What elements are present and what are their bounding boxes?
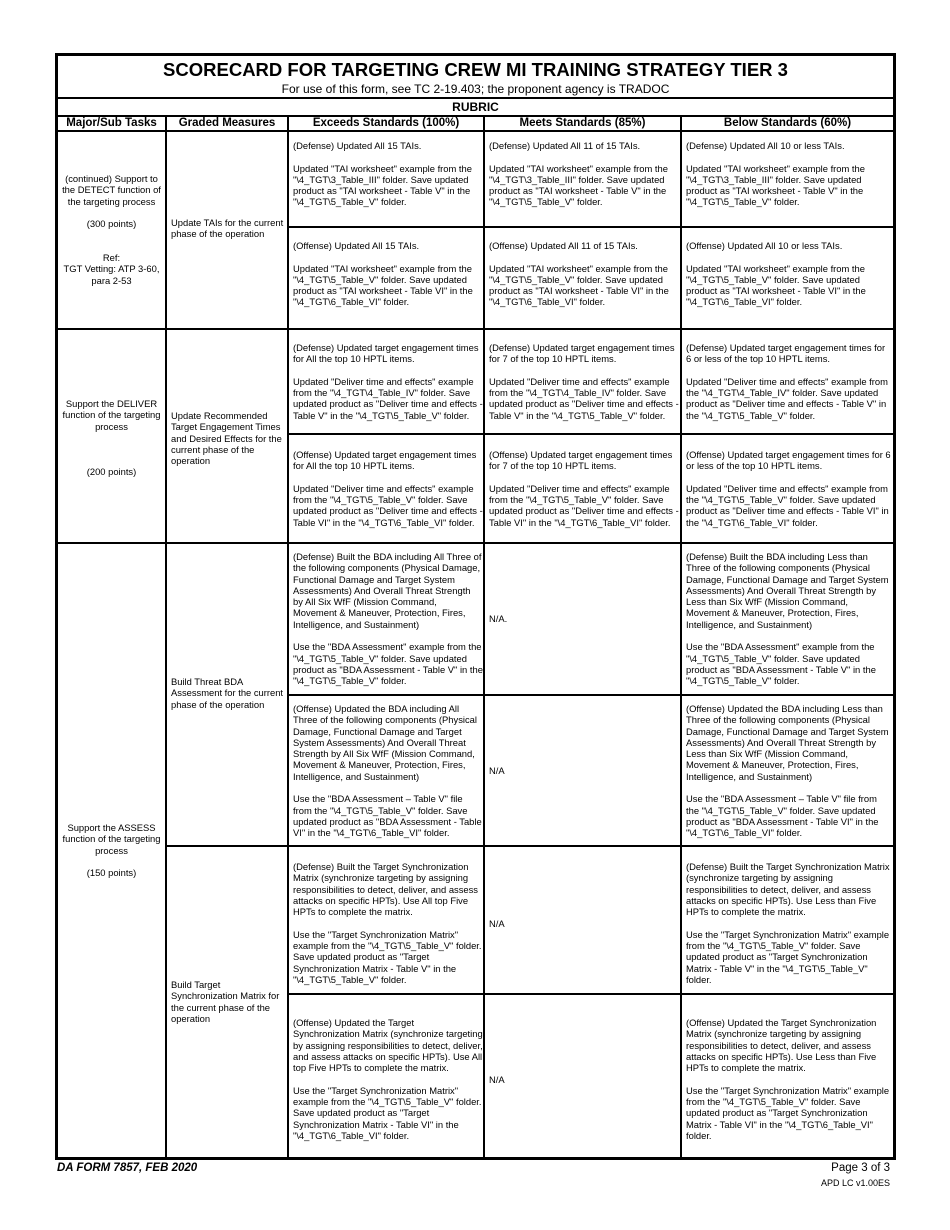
bda-defense-exceeds: (Defense) Built the BDA including All Three of the following components (Physical Damage, Functional Damage and Target System Assessments) And Overall Threat Strength by All Six WfF (Mission Command, Movement & Maneuver, Protection, Fires, Intelligence, and Sustainment) Use the "BDA Assessment" example from the "\4_TGT\5_Table_V" folder. Save updated product as "BDA Assessment - Table V" in the "\4_TGT\5_Table_V" folder. bbox=[293, 551, 483, 687]
page-number: Page 3 of 3 bbox=[831, 1162, 890, 1174]
scorecard-form bbox=[55, 53, 896, 1160]
task-detect: (continued) Support to the DETECT function of the targeting process (300 points) Ref: TGT Vetting: ATP 3-60, para 2-53 bbox=[62, 173, 161, 286]
deliver-defense-meets: (Defense) Updated target engagement times for 7 of the top 10 HPTL items. Updated "Deliver time and effects" example from the "\4_TGT\4_Table_IV" folder. Save updated product as "Deliver time and effects - Table V" in the "\4_TGT\5_Table_V" folder. bbox=[489, 342, 679, 421]
bda-split-line bbox=[287, 694, 893, 696]
detect-offense-exceeds: (Offense) Updated All 15 TAIs. Updated "TAI worksheet" example from the "\4_TGT\5_Table_V" folder. Save updated product as "TAI worksheet - Table VI" in the "\4_TGT\6_Table_VI" folder. bbox=[293, 240, 473, 308]
deliver-defense-below: (Defense) Updated target engagement times for 6 or less of the top 10 HPTL items. Updated "Deliver time and effects" example from the "\4_TGT\4_Table_IV" folder. Save updated product as "Deliver time and effects - Table V" in the "\4_TGT\5_Table_V" folder. bbox=[686, 342, 888, 421]
form-subtitle: For use of this form, see TC 2-19.403; the proponent agency is TRADOC bbox=[281, 82, 670, 96]
sync-defense-below: (Defense) Built the Target Synchronization Matrix (synchronize targeting by assigning responsibilities to detect, deliver, and assess attacks on specific HPTs). Use Less than Five HPTs to complete the matrix. Use the "Target Synchronization Matrix" example from the "\4_TGT\5_Table_V" folder. Save updated product as "Target Synchronization Matrix - Table V" in the "\4_TGT\5_Table_V" folder. bbox=[686, 861, 890, 985]
task-deliver: Support the DELIVER function of the targeting process (200 points) bbox=[62, 398, 161, 477]
form-title: SCORECARD FOR TARGETING CREW MI TRAINING STRATEGY TIER 3 bbox=[163, 59, 788, 80]
sync-split-line bbox=[287, 993, 893, 995]
detect-bottom-line bbox=[58, 328, 893, 330]
sync-offense-meets: N/A bbox=[489, 1074, 505, 1085]
header-exceeds-standards: Exceeds Standards (100%) bbox=[312, 117, 460, 129]
sync-offense-exceeds: (Offense) Updated the Target Synchronization Matrix (synchronize targeting by assigning responsibilities to detect, deliver, and assess attacks on specific HPTs). Use All top Five HPTs to complete the matrix. Use the "Target Synchronization Matrix" example from the "\4_TGT\5_Table_V" folder. Save updated product as "Target Synchronization Matrix - Table VI" in the "\4_TGT\6_Table_VI" folder. bbox=[293, 1017, 483, 1141]
bda-offense-exceeds: (Offense) Updated the BDA including All Three of the following components (Physical Damage, Functional Damage and Target System Assessments) And Overall Threat Strength by All Six WfF (Mission Command, Movement & Maneuver, Protection, Fires, Intelligence, and Sustainment) Use the "BDA Assessment – Table V" file from the "\4_TGT\5_Table_V" folder. Save updated product as "BDA Assessment - Table VI" in the "\4_TGT\6_Table_VI" folder. bbox=[293, 703, 482, 839]
detect-split-line bbox=[287, 226, 893, 228]
measure-update-tais: Update TAIs for the current phase of the operation bbox=[171, 217, 284, 240]
col-divider-4 bbox=[680, 115, 682, 1160]
header-major-sub-tasks: Major/Sub Tasks bbox=[66, 117, 157, 129]
deliver-bottom-line bbox=[58, 542, 893, 544]
form-id: DA FORM 7857, FEB 2020 bbox=[57, 1162, 198, 1174]
task-assess: Support the ASSESS function of the targeting process (150 points) bbox=[62, 822, 161, 879]
header-below-standards: Below Standards (60%) bbox=[723, 117, 852, 129]
detect-defense-below: (Defense) Updated All 10 or less TAIs. Updated "TAI worksheet" example from the "\4_TGT\3_Table_III" folder. Save updated product as "TAI worksheet - Table V" in the "\4_TGT\5_Table_V" folder. bbox=[686, 140, 865, 208]
deliver-offense-below: (Offense) Updated target engagement times for 6 or less of the top 10 HPTL items. Updated "Deliver time and effects" example from the "\4_TGT\5_Table_V" folder. Save updated product as "Deliver time and effects - Table VI" in the "\4_TGT\6_Table_VI" folder. bbox=[686, 449, 891, 528]
deliver-defense-exceeds: (Defense) Updated target engagement times for All the top 10 HPTL items. Updated "Deliver time and effects" example from the "\4_TGT\4_Table_IV" folder. Save updated product as "Deliver time and effects - Table V" in the "\4_TGT\5_Table_V" folder. bbox=[293, 342, 483, 421]
detect-offense-meets: (Offense) Updated All 11 of 15 TAIs. Updated "TAI worksheet" example from the "\4_TGT\5_Table_V" folder. Save updated product as "TAI worksheet - Table VI" in the "\4_TGT\6_Table_VI" folder. bbox=[489, 240, 669, 308]
header-graded-measures: Graded Measures bbox=[178, 117, 276, 129]
header-meets-standards: Meets Standards (85%) bbox=[519, 117, 646, 129]
deliver-split-line bbox=[287, 433, 893, 435]
measure-update-engagement-times: Update Recommended Target Engagement Times and Desired Effects for the current phase of the operation bbox=[171, 410, 282, 467]
measure-build-sync-matrix: Build Target Synchronization Matrix for the current phase of the operation bbox=[171, 979, 280, 1024]
col-divider-1 bbox=[165, 115, 167, 1160]
col-divider-2 bbox=[287, 115, 289, 1160]
form-version: APD LC v1.00ES bbox=[820, 1178, 890, 1188]
sync-defense-meets: N/A bbox=[489, 918, 505, 929]
col-divider-3 bbox=[483, 115, 485, 1160]
bda-offense-meets: N/A bbox=[489, 765, 505, 776]
sync-offense-below: (Offense) Updated the Target Synchronization Matrix (synchronize targeting by assigning responsibilities to detect, deliver, and assess attacks on specific HPTs). Use Less than Five HPTs to complete the matrix. Use the "Target Synchronization Matrix" example from the "\4_TGT\5_Table_V" folder. Save updated product as "Target Synchronization Matrix - Table VI" in the "\4_TGT\6_Table_VI" folder. bbox=[686, 1017, 890, 1141]
bda-bottom-line bbox=[165, 845, 893, 847]
deliver-offense-meets: (Offense) Updated target engagement times for 7 of the top 10 HPTL items. Updated "Deliver time and effects" example from the "\4_TGT\5_Table_V" folder. Save updated product as "Deliver time and effects - Table VI" in the "\4_TGT\6_Table_VI" folder. bbox=[489, 449, 679, 528]
bda-offense-below: (Offense) Updated the BDA including Less than Three of the following components (Physical Damage, Functional Damage and Target System Assessments) And Overall Threat Strength by Less than Six WfF (Mission Command, Movement & Maneuver, Protection, Fires, Intelligence, and Sustainment) Use the "BDA Assessment – Table V" file from the "\4_TGT\5_Table_V" folder. Save updated product as "BDA Assessment - Table VI" in the "\4_TGT\6_Table_VI" folder. bbox=[686, 703, 889, 839]
detect-offense-below: (Offense) Updated All 10 or less TAIs. Updated "TAI worksheet" example from the "\4_TGT\5_Table_V" folder. Save updated product as "TAI worksheet - Table VI" in the "\4_TGT\6_Table_VI" folder. bbox=[686, 240, 866, 308]
detect-defense-meets: (Defense) Updated All 11 of 15 TAIs. Updated "TAI worksheet" example from the "\4_TGT\3_Table_III" folder. Save updated product as "TAI worksheet - Table V" in the "\4_TGT\5_Table_V" folder. bbox=[489, 140, 668, 208]
sync-defense-exceeds: (Defense) Built the Target Synchronization Matrix (synchronize targeting by assigning responsibilities to detect, deliver, and assess attacks on specific HPTs). Use All top Five HPTs to complete the matrix. Use the "Target Synchronization Matrix" example from the "\4_TGT\5_Table_V" folder. Save updated product as "Target Synchronization Matrix - Table V" in the "\4_TGT\5_Table_V" folder. bbox=[293, 861, 482, 985]
rubric-label: RUBRIC bbox=[58, 97, 893, 117]
bda-defense-below: (Defense) Built the BDA including Less than Three of the following components (Physical Damage, Functional Damage and Target System Assessments) And Overall Threat Strength by Less than Six WfF (Mission Command, Movement & Maneuver, Protection, Fires, Intelligence, and Sustainment) Use the "BDA Assessment" example from the "\4_TGT\5_Table_V" folder. Save updated product as "BDA Assessment - Table V" in the "\4_TGT\5_Table_V" folder. bbox=[686, 551, 889, 687]
deliver-offense-exceeds: (Offense) Updated target engagement times for All the top 10 HPTL items. Updated "Deliver time and effects" example from the "\4_TGT\5_Table_V" folder. Save updated product as "Deliver time and effects - Table VI" in the "\4_TGT\6_Table_VI" folder. bbox=[293, 449, 483, 528]
measure-build-bda: Build Threat BDA Assessment for the current phase of the operation bbox=[171, 676, 284, 710]
detect-defense-exceeds: (Defense) Updated All 15 TAIs. Updated "TAI worksheet" example from the "\4_TGT\3_Table_III" folder. Save updated product as "TAI worksheet - Table V" in the "\4_TGT\5_Table_V" folder. bbox=[293, 140, 472, 208]
bda-defense-meets: N/A. bbox=[489, 613, 508, 624]
